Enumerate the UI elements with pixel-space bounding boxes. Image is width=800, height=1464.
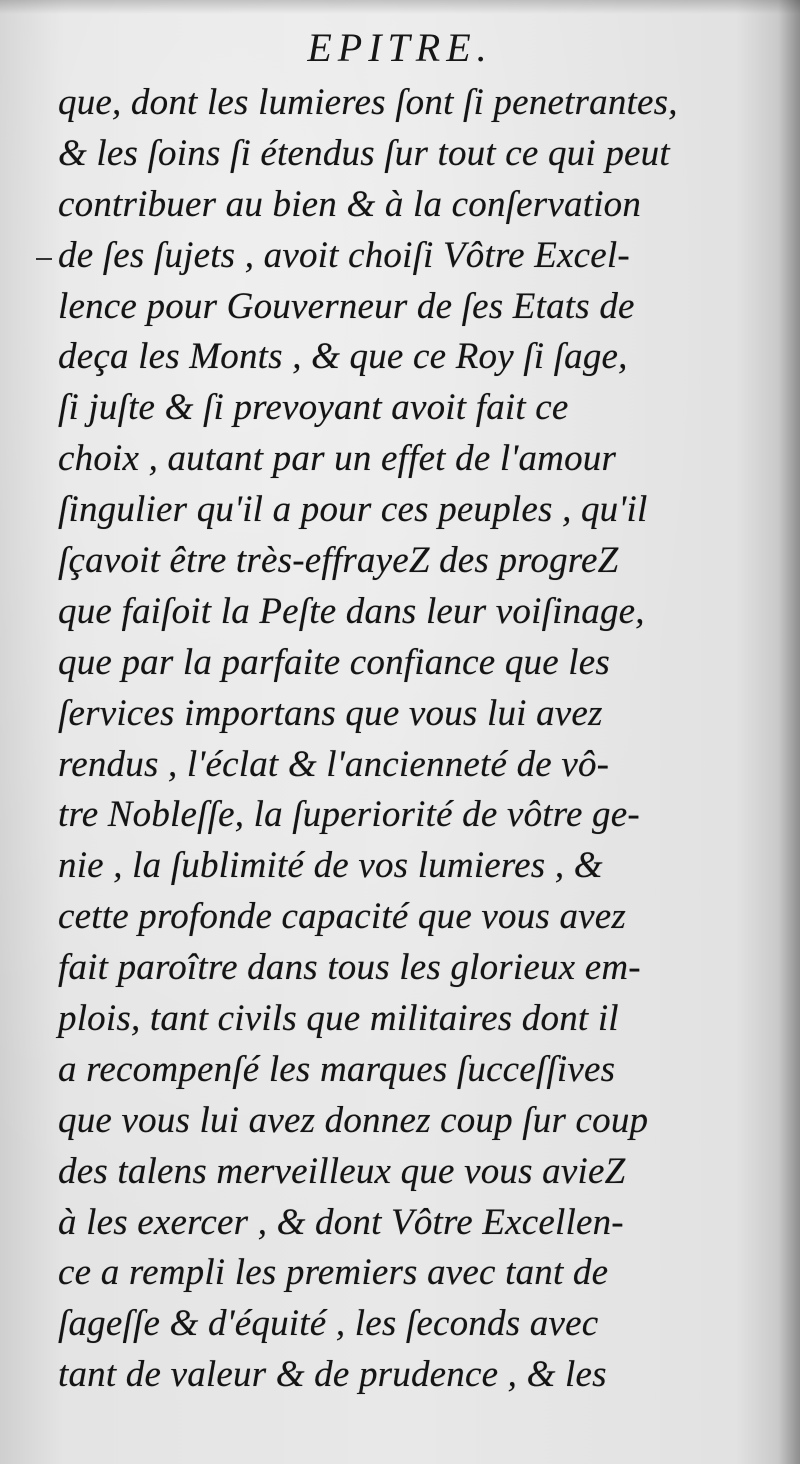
text-line: a recompenſé les marques ſucceſſives bbox=[58, 1048, 616, 1090]
text-line: ce a rempli les premiers avec tant de bbox=[58, 1252, 609, 1294]
text-line: des talens merveilleux que vous avieZ bbox=[58, 1150, 626, 1192]
page-right-shadow bbox=[778, 0, 800, 1464]
text-line: ſi juſte & ſi prevoyant avoit fait ce bbox=[58, 387, 569, 429]
text-line: ſçavoit être très-effrayeZ des progreZ bbox=[58, 540, 619, 582]
text-line: tant de valeur & de prudence , & les bbox=[58, 1354, 607, 1396]
text-line: lence pour Gouverneur de ſes Etats de bbox=[58, 285, 635, 327]
text-line: que faiſoit la Peſte dans leur voiſinage, bbox=[58, 590, 645, 632]
text-line: ſervices importans que vous lui avez bbox=[58, 692, 603, 734]
text-line: nie , la ſublimité de vos lumieres , & bbox=[58, 845, 603, 887]
text-line: que, dont les lumieres ſont ſi penetrantes, bbox=[58, 82, 678, 123]
text-line: choix , autant par un effet de l'amour bbox=[58, 438, 617, 480]
text-line: rendus , l'éclat & l'ancienneté de vô- bbox=[58, 743, 610, 785]
text-line: à les exercer , & dont Vôtre Excellen- bbox=[58, 1201, 624, 1243]
margin-mark bbox=[36, 258, 52, 260]
text-line: contribuer au bien & à la conſervation bbox=[58, 183, 642, 225]
text-line: que vous lui avez donnez coup ſur coup bbox=[58, 1099, 649, 1141]
text-line: plois, tant civils que militaires dont il bbox=[58, 998, 619, 1040]
text-line: tre Nobleſſe, la ſuperiorité de vôtre ge- bbox=[58, 794, 640, 836]
text-line: & les ſoins ſi étendus ſur tout ce qui peut bbox=[58, 132, 670, 174]
text-line: deça les Monts , & que ce Roy ſi ſage, bbox=[58, 336, 628, 378]
body-text bbox=[58, 78, 748, 1401]
text-line: de ſes ſujets , avoit choiſi Vôtre Excel- bbox=[58, 234, 630, 276]
text-line: cette profonde capacité que vous avez bbox=[58, 896, 627, 938]
text-line: ſingulier qu'il a pour ces peuples , qu'il bbox=[58, 489, 648, 531]
text-line: ſageſſe & d'équité , les ſeconds avec bbox=[58, 1303, 599, 1345]
running-head: EPITRE. bbox=[307, 25, 493, 70]
text-line: fait paroître dans tous les glorieux em- bbox=[58, 947, 641, 989]
text-line: que par la parfaite confiance que les bbox=[58, 641, 611, 683]
page-top-shadow bbox=[0, 0, 800, 14]
